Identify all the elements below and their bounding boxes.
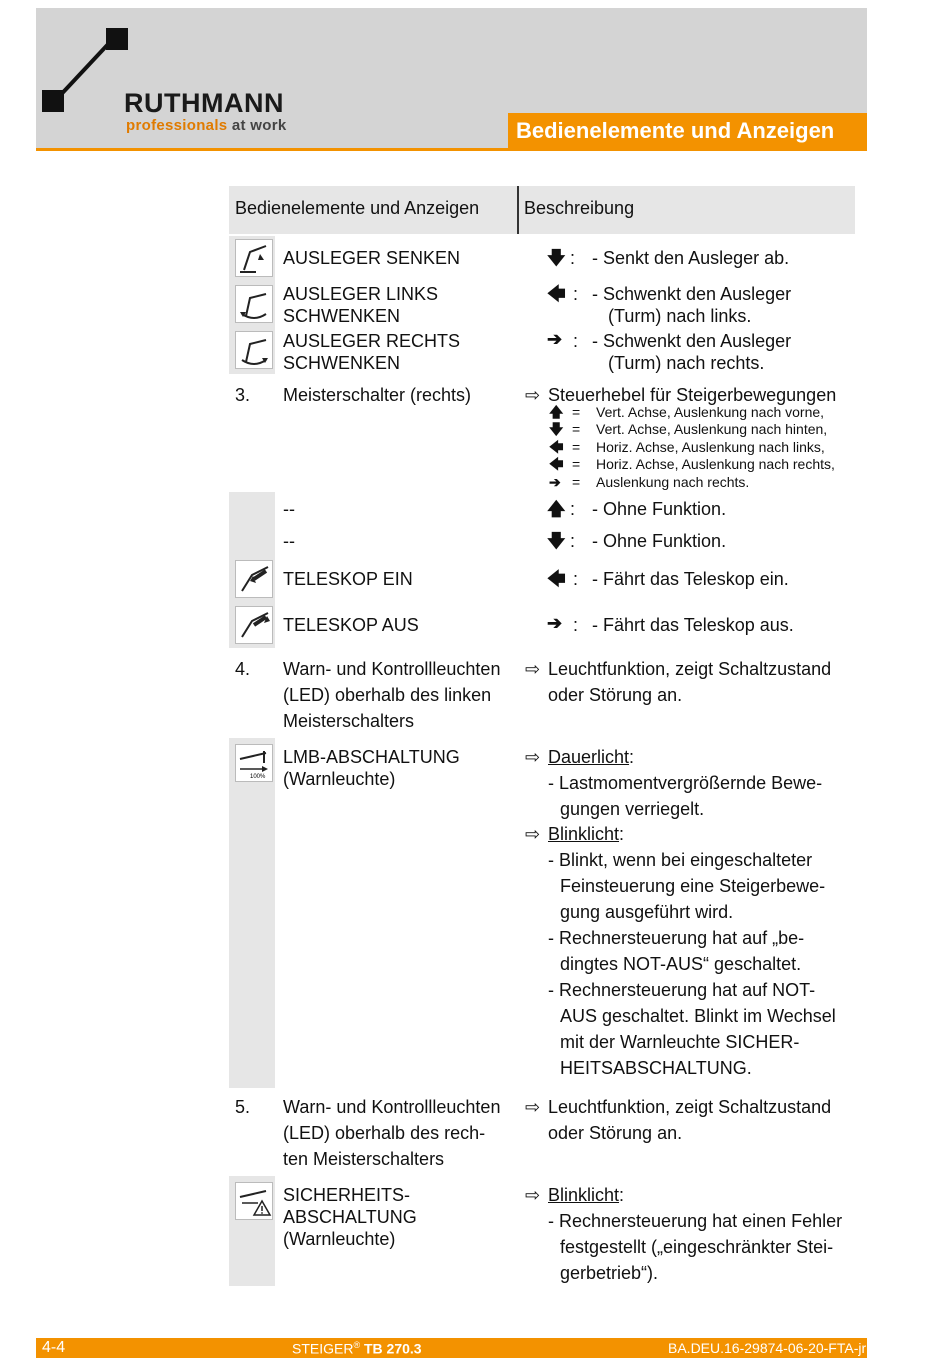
sub-line: Vert. Achse, Auslenkung nach vorne, [596,404,825,420]
telescope-out-icon [235,606,273,644]
lmb-dauerlicht-text: - Lastmomentvergrößernde Bewe- [548,773,823,793]
item-number-4: 4. [235,659,251,679]
row-label-ausleger-senken: AUSLEGER SENKEN [283,248,461,268]
lmb-blink-line: - Rechnersteuerung hat auf NOT- [548,980,816,1000]
arrow-left-icon: 🡄 [549,456,564,472]
row-label-none: -- [283,531,295,551]
boom-swing-left-icon [235,285,273,323]
lmb-blink-line: AUS geschaltet. Blinkt im Wechsel [560,1006,836,1026]
colon: : [570,499,576,519]
row-desc-none: - Ohne Funktion. [592,499,727,519]
item-desc-led-right: Leuchtfunktion, zeigt Schaltzustand [548,1097,832,1117]
item-label-led-left-3: Meisterschalters [283,711,415,731]
lmb-blink-line: HEITSABSCHALTUNG. [560,1058,752,1078]
item-desc-led-right-2: oder Störung an. [548,1123,683,1143]
arrow-up-icon: 🡅 [549,404,564,420]
sub-line: Vert. Achse, Auslenkung nach hinten, [596,421,828,437]
item-label-sicherheit-2: ABSCHALTUNG [283,1207,417,1227]
lmb-blink-line: Feinsteuerung eine Steigerbewe- [560,876,826,896]
arrow-down-icon: 🡇 [547,531,566,551]
sub-line: Horiz. Achse, Auslenkung nach links, [596,439,825,455]
equals: = [572,439,581,455]
hollow-arrow-icon: ⇨ [525,1097,541,1117]
item-label-led-left-2: (LED) oberhalb des linken [283,685,492,705]
lmb-blinklicht-heading: Blinklicht: [548,824,625,844]
row-desc-ausleger-rechts: - Schwenkt den Ausleger [592,331,792,351]
item-number-5: 5. [235,1097,251,1117]
item-label-led-left: Warn- und Kontrollleuchten [283,659,501,679]
row-label-teleskop-ein: TELESKOP EIN [283,569,413,589]
document-id: BA.DEU.16-29874-06-20-FTA-jr [668,1340,867,1356]
row-label-ausleger-rechts: AUSLEGER RECHTS [283,331,461,351]
arrow-left-icon: 🡄 [549,439,564,455]
equals: = [572,474,581,490]
lmb-dauerlicht-text-2: gungen verriegelt. [560,799,705,819]
boom-swing-right-icon [235,331,273,369]
page-number: 4-4 [42,1339,66,1356]
arrow-right-icon: ➔ [549,474,561,490]
hollow-arrow-icon: ⇨ [525,659,541,679]
colon: : [570,248,576,268]
arrow-right-icon: ➔ [547,329,563,349]
colon: : [573,569,579,589]
row-desc-teleskop-aus: - Fährt das Teleskop aus. [592,615,794,635]
sicherheit-blink-line: gerbetrieb“). [560,1263,659,1283]
row-label-ausleger-links-2: SCHWENKEN [283,306,401,326]
header-rule [36,148,867,151]
item-label-sicherheit-3: (Warnleuchte) [283,1229,396,1249]
row-label-ausleger-rechts-2: SCHWENKEN [283,353,401,373]
lmb-blink-line: gung ausgeführt wird. [560,902,734,922]
lmb-blink-line: - Rechnersteuerung hat auf „be- [548,928,805,948]
sicherheit-blink-line: - Rechnersteuerung hat einen Fehler [548,1211,843,1231]
item-label-meisterschalter: Meisterschalter (rechts) [283,385,472,405]
boom-lower-icon [235,239,273,277]
item-desc-led-left: Leuchtfunktion, zeigt Schaltzustand [548,659,832,679]
colon: : [573,615,579,635]
colon: : [573,284,579,304]
hollow-arrow-icon: ⇨ [525,1185,541,1205]
item-number-3: 3. [235,385,251,405]
safety-shutdown-icon [235,1182,273,1220]
lmb-warning-icon [235,744,273,782]
lmb-dauerlicht-heading: Dauerlicht: [548,747,635,767]
icon-column-strip [229,738,275,1088]
col1-header: Bedienelemente und Anzeigen [235,198,480,218]
row-label-none: -- [283,499,295,519]
row-desc-ausleger-links-2: (Turm) nach links. [608,306,752,326]
arrow-down-icon: 🡇 [547,248,566,268]
equals: = [572,404,581,420]
table-header-divider [517,186,519,234]
item-label-led-right-3: ten Meisterschalters [283,1149,445,1169]
row-desc-ausleger-senken: - Senkt den Ausleger ab. [592,248,790,268]
item-label-sicherheit: SICHERHEITS- [283,1185,411,1205]
sicherheit-blinklicht-heading: Blinklicht: [548,1185,625,1205]
arrow-down-icon: 🡇 [549,421,564,437]
arrow-right-icon: ➔ [547,613,563,633]
sub-line: Auslenkung nach rechts. [596,474,750,490]
colon: : [573,331,579,351]
model-name: STEIGER® TB 270.3 [292,1340,422,1357]
telescope-in-icon [235,560,273,598]
lmb-blink-line: mit der Warnleuchte SICHER- [560,1032,800,1052]
col2-header: Beschreibung [524,198,635,218]
sub-line: Horiz. Achse, Auslenkung nach rechts, [596,456,835,472]
hollow-arrow-icon: ⇨ [525,824,541,844]
equals: = [572,456,581,472]
item-label-led-right-2: (LED) oberhalb des rech- [283,1123,486,1143]
item-desc-meisterschalter: Steuerhebel für Steigerbewegungen [548,385,837,405]
row-desc-teleskop-ein: - Fährt das Teleskop ein. [592,569,789,589]
row-desc-ausleger-rechts-2: (Turm) nach rechts. [608,353,765,373]
section-title: Bedienelemente und Anzeigen [516,118,835,143]
lmb-blink-line: dingtes NOT-AUS“ geschaltet. [560,954,802,974]
hollow-arrow-icon: ⇨ [525,747,541,767]
row-label-teleskop-aus: TELESKOP AUS [283,615,419,635]
item-desc-led-left-2: oder Störung an. [548,685,683,705]
brand-tagline: professionals at work [126,117,287,134]
colon: : [570,531,576,551]
row-desc-none: - Ohne Funktion. [592,531,727,551]
equals: = [572,421,581,437]
row-label-ausleger-links: AUSLEGER LINKS [283,284,439,304]
arrow-up-icon: 🡅 [547,499,566,519]
ruthmann-logo-icon [40,26,132,116]
item-label-lmb: LMB-ABSCHALTUNG [283,747,460,767]
brand-name: RUTHMANN [124,88,284,118]
arrow-left-icon: 🡄 [547,569,566,589]
arrow-left-icon: 🡄 [547,284,566,304]
item-label-led-right: Warn- und Kontrollleuchten [283,1097,501,1117]
item-label-lmb-2: (Warnleuchte) [283,769,396,789]
svg-text:100%: 100% [250,774,266,780]
lmb-blink-line: - Blinkt, wenn bei eingeschalteter [548,850,813,870]
row-desc-ausleger-links: - Schwenkt den Ausleger [592,284,792,304]
hollow-arrow-icon: ⇨ [525,385,541,405]
sicherheit-blink-line: festgestellt („eingeschränkter Stei- [560,1237,834,1257]
